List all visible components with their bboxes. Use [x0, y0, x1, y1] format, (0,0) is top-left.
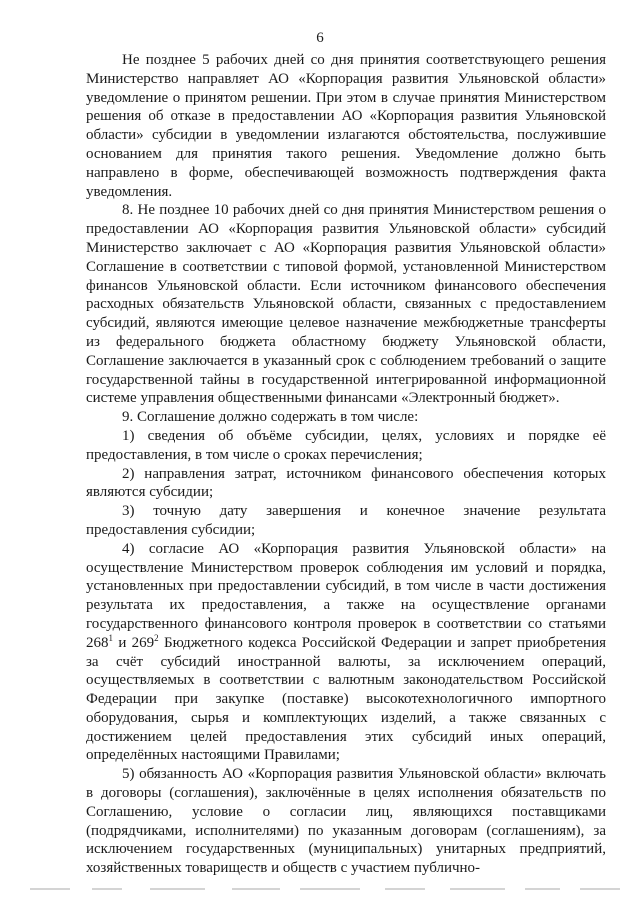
paragraph-8-agreement: 8. Не позднее 10 рабочих дней со дня принятия Министерством решения о предоставлении АО «Корпорация развития Ульяновской области» субсидий Министерство заключает с АО «Корпорация развития Ульяновской области» Соглашение в соответствии с типовой формой, установленной Министерством финансов Ульяновской области. Если источником финансового обеспечения расходных обязательств Ульяновской области, связанных с предоставлением субсидий, являются имеющие целевое назначение межбюджетные трансферты из федерального бюджета областному бюджету Ульяновской области, Соглашение заключается в указанный срок с соблюдением требований о защите государственной тайны в государственной интегрированной информационной системе управления общественными финансами «Электронный бюджет». — [86, 202, 606, 407]
scan-mark — [150, 888, 205, 890]
superscript-1: 1 — [108, 632, 113, 643]
list-item-4-text-a: 4) согласие АО «Корпорация развития Ульяновской области» на осуществление Министерством проверок соблюдения им условий и порядка, установленных при предоставлении субсидий, в том числе в части достижения результата их предоставления, а также на осуществление органами государственного финансового контроля проверок в соответствии со статьями 268 — [86, 540, 606, 651]
superscript-2: 2 — [154, 632, 159, 643]
scan-mark — [30, 888, 70, 890]
document-body — [86, 51, 606, 878]
scan-mark — [450, 888, 505, 890]
scan-mark — [300, 888, 360, 890]
scan-mark — [580, 888, 620, 890]
scan-mark — [232, 888, 280, 890]
list-item-2: 2) направления затрат, источником финансового обеспечения которых являются субсидии; — [86, 465, 606, 501]
scan-mark — [525, 888, 560, 890]
paragraph-notification: Не позднее 5 рабочих дней со дня принятия соответствующего решения Министерство направляет АО «Корпорация развития Ульяновской области» уведомление о принятом решении. При этом в случае принятия Министерством решения об отказе в предоставлении АО «Корпорация развития Ульяновской области» субсидии в уведомлении излагаются обстоятельства, послужившие основанием для принятия такого решения. Уведомление должно быть направлено в форме, обеспечивающей возможность подтверждения факта уведомления. — [86, 52, 606, 200]
list-item-1: 1) сведения об объёме субсидии, целях, условиях и порядке её предоставления, в том числе о сроках перечисления; — [86, 427, 606, 463]
list-item-4-text-b: и 269 — [113, 634, 155, 651]
list-item-5: 5) обязанность АО «Корпорация развития Ульяновской области» включать в договоры (соглашения), заключённые в целях исполнения обязательств по Соглашению, условие о согласии лиц, являющихся поставщиками (подрядчиками, исполнителями) по указанным договорам (соглашениям), за исключением государственных (муниципальных) унитарных предприятий, хозяйственных товариществ и обществ с участием публично- — [86, 766, 606, 877]
list-item-4-text-c: Бюджетного кодекса Российской Федерации и запрет приобретения за счёт субсидий иностранной валюты, за исключением операций, осуществляемых в соответствии с валютным законодательством Российской Федерации при закупке (поставке) высокотехнологичного импортного оборудования, сырья и комплектующих изделий, а также связанных с достижением целей предоставления этих субсидий иных операций, определённых настоящими Правилами; — [86, 634, 606, 764]
list-item-3: 3) точную дату завершения и конечное значение результата предоставления субсидии; — [86, 503, 606, 538]
page-number: 6 — [316, 30, 324, 46]
list-item-4 — [86, 540, 606, 766]
scan-mark — [92, 888, 122, 890]
scan-mark — [385, 888, 425, 890]
scan-artifact-bar — [0, 888, 640, 891]
paragraph-9-agreement-content: 9. Соглашение должно содержать в том числе: — [122, 409, 419, 426]
